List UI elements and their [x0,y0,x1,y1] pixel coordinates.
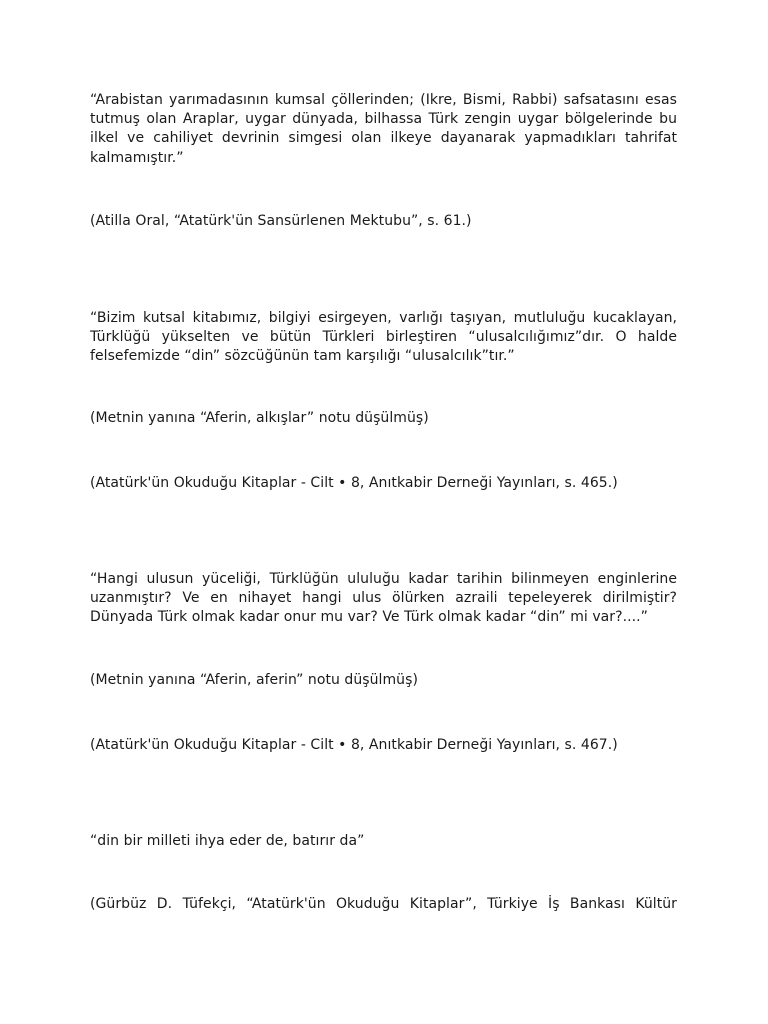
quote-paragraph-hangi-ulus: “Hangi ulusun yüceliği, Türklüğün ululuğu kadar tarihin bilinmeyen enginlerine uzanmıştır? Ve en nihayet hangi ulus ölürken azraili tepeleyerek dirilmiştir? Dünyada Türk olmak kadar onur mu var? Ve Türk olmak kadar “din” mi var?....” [90,571,677,626]
quote-paragraph-kutsal-kitap: “Bizim kutsal kitabımız, bilgiyi esirgeyen, varlığı taşıyan, mutluluğu kucaklayan, Türklüğü yükselten ve bütün Türkleri birleştiren “ulusalcılığımız”dır. O halde felsefemizde “din” sözcüğünün tam karşılığı “ulusalcılık”tır.” [90,310,677,365]
quote-paragraph-arabistan: “Arabistan yarımadasının kumsal çöllerinden; (Ikre, Bismi, Rabbi) safsatasını esas tutmuş olan Araplar, uygar dünyada, bilhassa Türk zengin uygar bölgelerinde bu ilkel ve cahiliyet devrinin simgesi olan ilkeye dayanarak yapmadıkları tahrifat kalmamıştır.” [90,92,677,166]
citation-okudugu-kitaplar-465: (Atatürk'ün Okuduğu Kitaplar - Cilt • 8, Anıtkabir Derneği Yayınları, s. 465.) [90,475,618,491]
citation-gurbuz-tufekci: (Gürbüz D. Tüfekçi, “Atatürk'ün Okuduğu Kitaplar”, Türkiye İş Bankası Kültür [90,896,677,912]
note-aferin-aferin: (Metnin yanına “Aferin, aferin” notu düşülmüş) [90,672,418,688]
quote-din-bir-milleti: “din bir milleti ihya eder de, batırır da” [90,833,365,849]
note-aferin-alkislar: (Metnin yanına “Aferin, alkışlar” notu düşülmüş) [90,410,429,426]
citation-okudugu-kitaplar-467: (Atatürk'ün Okuduğu Kitaplar - Cilt • 8, Anıtkabir Derneği Yayınları, s. 467.) [90,737,618,753]
citation-atilla-oral: (Atilla Oral, “Atatürk'ün Sansürlenen Mektubu”, s. 61.) [90,213,472,229]
